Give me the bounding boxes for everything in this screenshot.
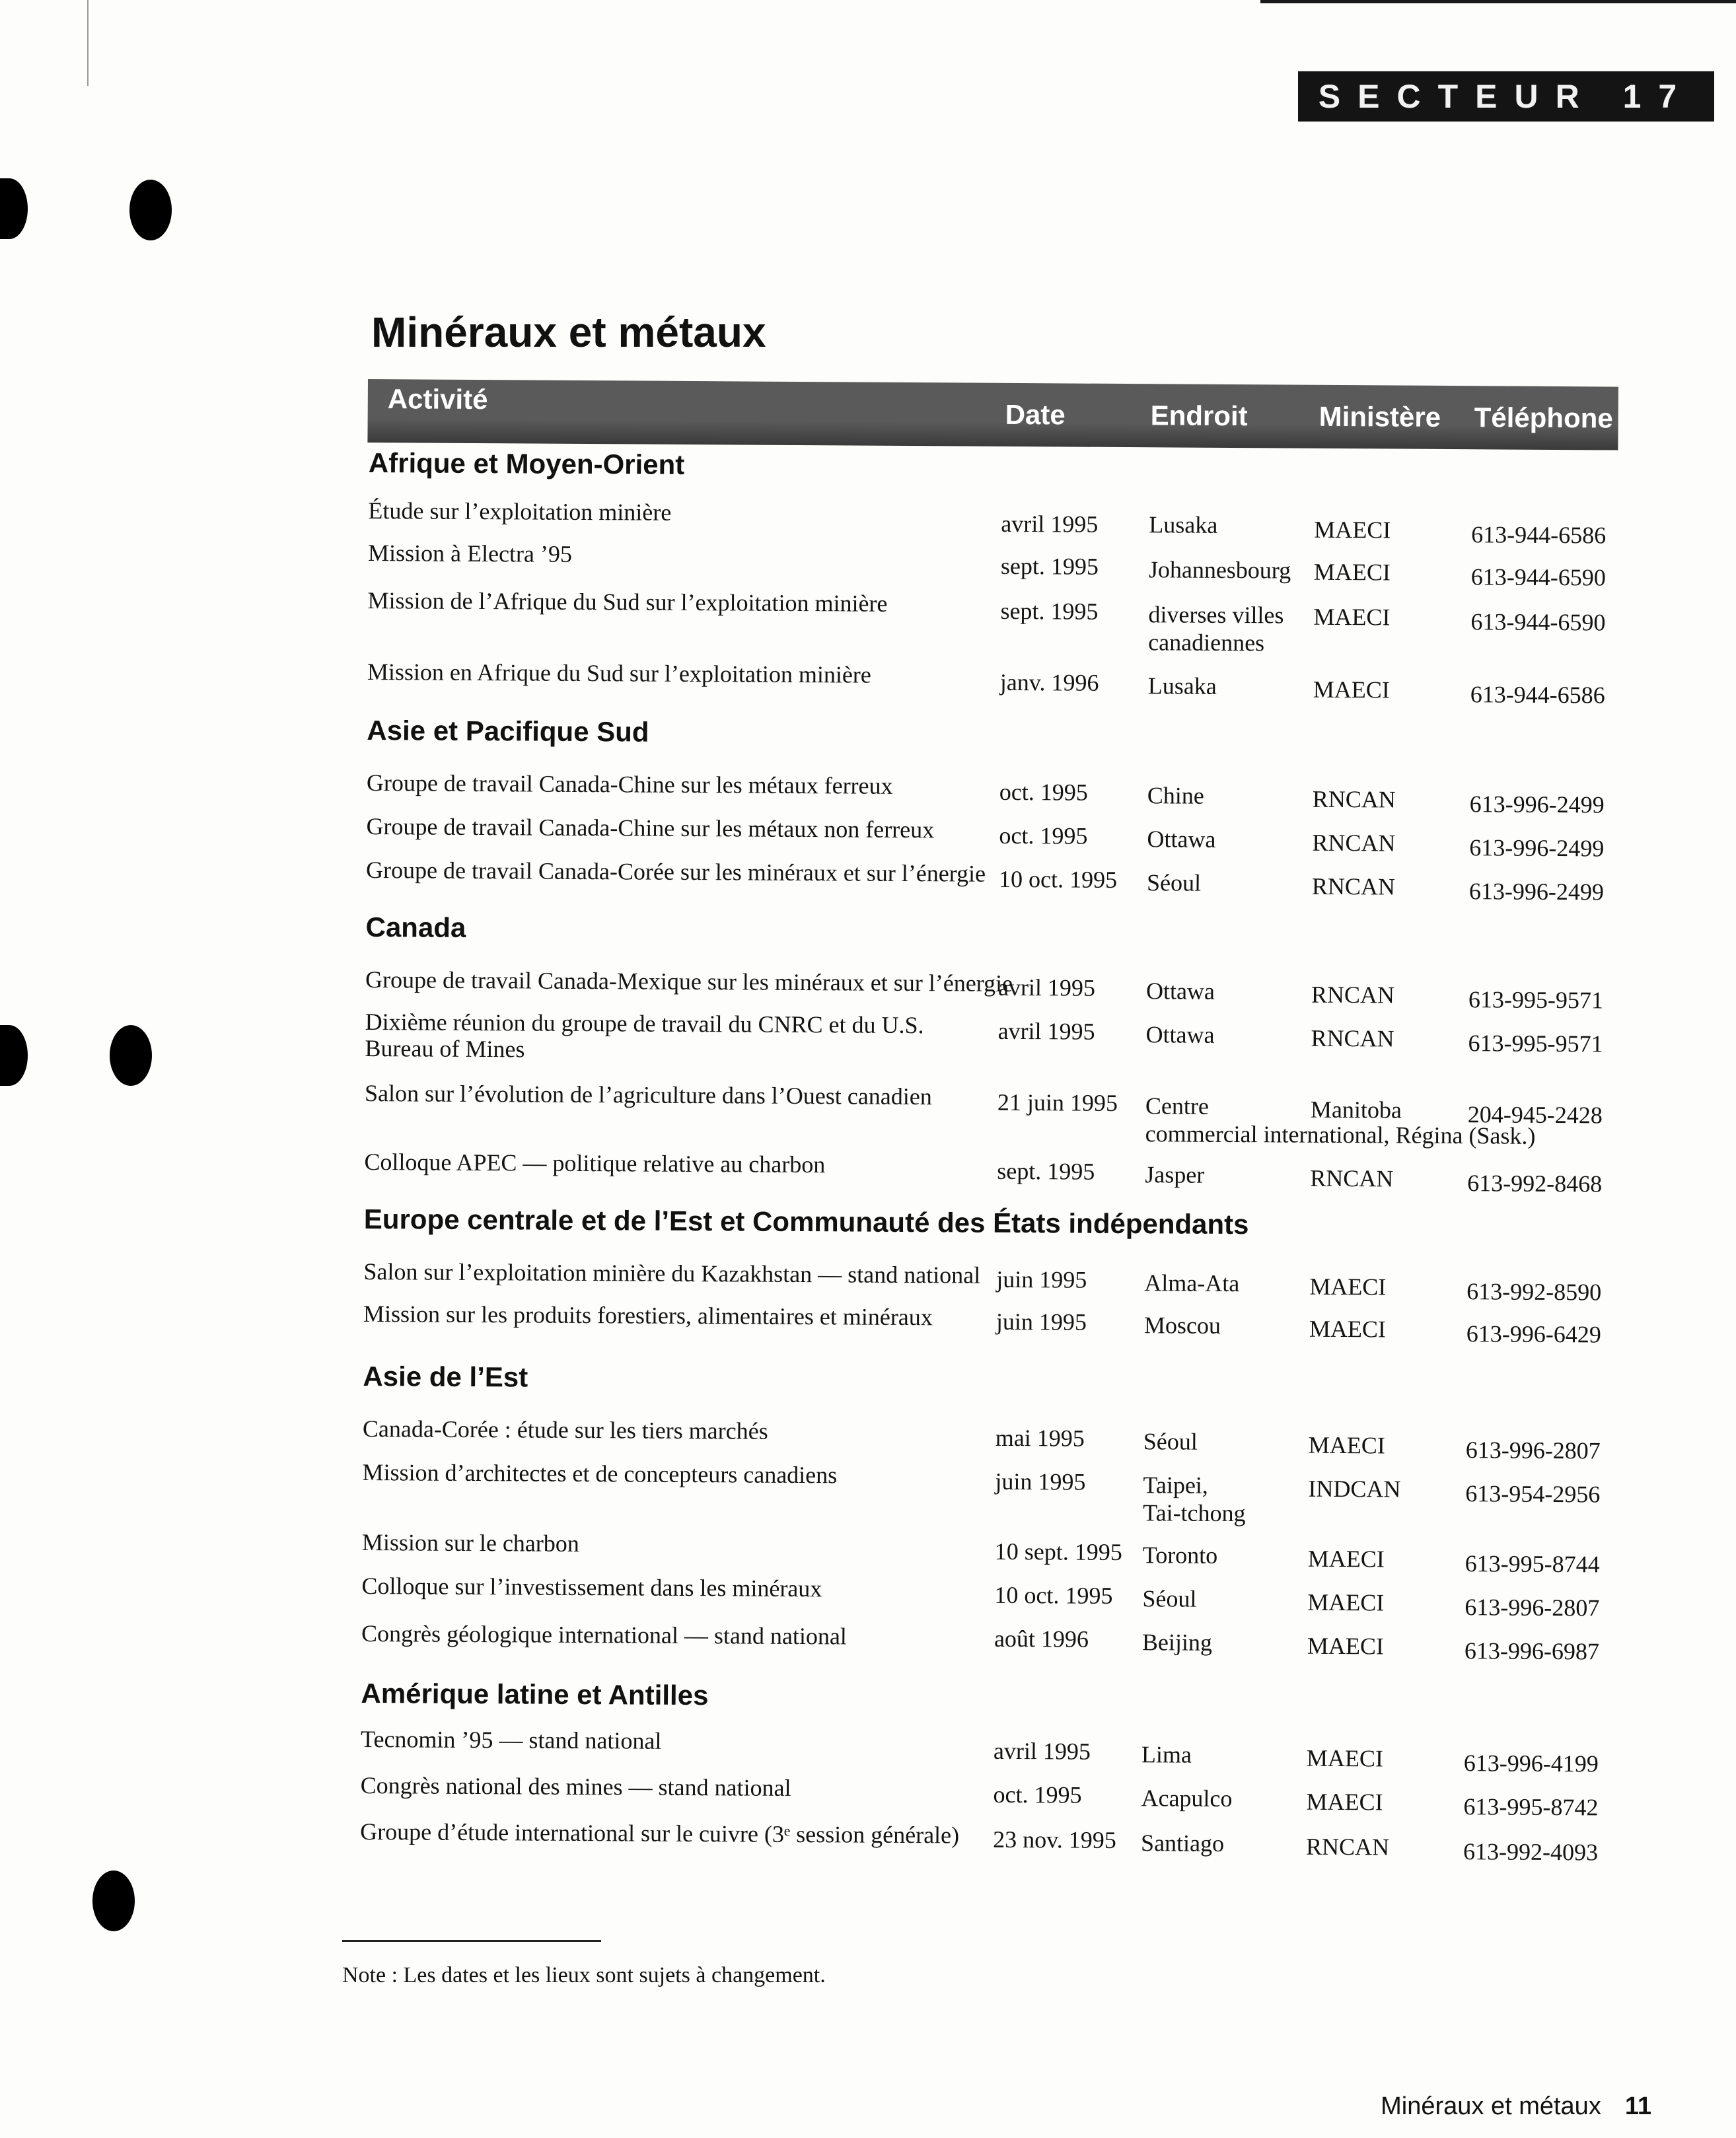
cell-activite: Groupe de travail Canada-Mexique sur les minéraux et sur l’énergie	[365, 966, 1013, 997]
cell-date: avril 1995	[993, 1737, 1091, 1765]
cell-date: avril 1995	[1001, 510, 1099, 538]
column-header-endroit: Endroit	[1150, 400, 1248, 432]
cell-ministere: MAECI	[1306, 1744, 1384, 1772]
cell-ministere: MAECI	[1307, 1632, 1385, 1660]
cell-ministere: MAECI	[1307, 1545, 1385, 1573]
cell-endroit: Lusaka	[1149, 511, 1218, 538]
cell-telephone: 613-995-8744	[1465, 1550, 1600, 1578]
cell-activite: Groupe de travail Canada-Chine sur les métaux ferreux	[366, 769, 893, 799]
cell-endroit: Moscou	[1143, 1312, 1221, 1339]
column-header-date: Date	[1005, 398, 1066, 431]
cell-ministere: RNCAN	[1305, 1833, 1390, 1861]
cell-activite: Congrès national des mines — stand national	[360, 1771, 791, 1801]
cell-date: oct. 1995	[999, 778, 1088, 806]
cell-ministere: MAECI	[1309, 1273, 1387, 1301]
section-heading: Amérique latine et Antilles	[361, 1677, 709, 1711]
cell-telephone: 613-944-6590	[1470, 608, 1606, 636]
cell-telephone: 613-944-6586	[1471, 521, 1607, 549]
cell-date: 10 oct. 1995	[994, 1581, 1113, 1609]
cell-activite: Mission sur les produits forestiers, alimentaires et minéraux	[363, 1300, 933, 1331]
cell-activite: Colloque sur l’investissement dans les minéraux	[361, 1572, 822, 1602]
cell-date: 23 nov. 1995	[993, 1826, 1116, 1853]
cell-activite: Groupe de travail Canada-Corée sur les minéraux et sur l’énergie	[365, 856, 986, 887]
cell-date: août 1996	[994, 1625, 1089, 1653]
cell-telephone: 613-944-6590	[1470, 563, 1606, 591]
cell-telephone: 613-996-2807	[1465, 1437, 1601, 1464]
cell-ministere: MAECI	[1313, 603, 1391, 631]
cell-activite: Mission en Afrique du Sud sur l’exploitation minière	[367, 659, 871, 688]
section-heading: Asie et Pacifique Sud	[367, 714, 649, 748]
cell-activite: Colloque APEC — politique relative au charbon	[364, 1148, 826, 1178]
cell-telephone: 613-996-6987	[1464, 1637, 1600, 1665]
cell-ministere: Manitoba	[1310, 1096, 1402, 1123]
cell-endroit: Séoul	[1146, 869, 1202, 896]
cell-date: avril 1995	[997, 1017, 1095, 1045]
cell-date: juin 1995	[995, 1308, 1087, 1336]
cell-date: juin 1995	[996, 1265, 1087, 1293]
footnote: Note : Les dates et les lieux sont sujets à changement.	[342, 1963, 826, 1987]
sector-label: SECTEUR 17	[1298, 71, 1714, 122]
cell-ministere: MAECI	[1306, 1788, 1383, 1816]
footer-section-name: Minéraux et métaux	[1381, 2092, 1601, 2120]
cell-endroit: Lima	[1141, 1741, 1192, 1768]
cell-telephone: 613-992-8468	[1467, 1170, 1603, 1197]
cell-ministere: RNCAN	[1310, 1164, 1394, 1192]
cell-activite: Groupe d’étude international sur le cuivre (3ᵉ session générale)	[360, 1818, 960, 1849]
cell-endroit-line2: commercial international, Régina (Sask.)	[1145, 1120, 1536, 1149]
page-footer	[1381, 2092, 1651, 2121]
cell-ministere: MAECI	[1307, 1588, 1385, 1616]
cell-activite: Mission d’architectes et de concepteurs canadiens	[362, 1458, 838, 1489]
cell-telephone: 613-996-2499	[1469, 791, 1605, 818]
cell-activite: Tecnomin ’95 — stand national	[360, 1725, 662, 1754]
cell-telephone: 613-996-4199	[1463, 1750, 1599, 1777]
cell-telephone: 613-944-6586	[1470, 681, 1605, 709]
column-header-activite: Activité	[387, 383, 488, 415]
cell-ministere: MAECI	[1313, 558, 1391, 586]
cell-activite: Dixième réunion du groupe de travail du CNRC et du U.S.	[365, 1008, 924, 1039]
cell-telephone: 613-996-2807	[1465, 1594, 1600, 1621]
cell-endroit-line2: Tai-tchong	[1143, 1499, 1246, 1527]
page-title: Minéraux et métaux	[371, 308, 766, 356]
cell-activite: Mission sur le charbon	[361, 1528, 579, 1557]
cell-endroit: diverses villes	[1148, 601, 1284, 629]
cell-activite: Groupe de travail Canada-Chine sur les métaux non ferreux	[366, 812, 935, 843]
cell-endroit: Centre	[1145, 1092, 1210, 1120]
section-heading: Europe centrale et de l’Est et Communauté des États indépendants	[363, 1203, 1249, 1240]
cell-date: mai 1995	[995, 1424, 1085, 1452]
cell-activite: Étude sur l’exploitation minière	[368, 497, 672, 526]
cell-endroit: Ottawa	[1147, 826, 1216, 853]
cell-activite: Congrès géologique international — stand national	[361, 1620, 847, 1650]
cell-telephone: 613-995-9571	[1468, 1030, 1603, 1057]
cell-ministere: RNCAN	[1312, 829, 1396, 857]
footnote-divider	[342, 1940, 601, 1942]
cell-endroit: Séoul	[1143, 1428, 1198, 1455]
cell-date: janv. 1996	[999, 668, 1099, 696]
cell-activite: Salon sur l’exploitation minière du Kazakhstan — stand national	[363, 1258, 981, 1289]
cell-activite: Mission de l’Afrique du Sud sur l’exploitation minière	[367, 587, 888, 617]
cell-ministere: RNCAN	[1311, 1024, 1394, 1052]
cell-endroit: Acapulco	[1141, 1785, 1233, 1812]
cell-telephone: 613-996-6429	[1466, 1320, 1601, 1348]
cell-endroit: Chine	[1147, 782, 1204, 809]
cell-activite: Canada-Corée : étude sur les tiers marchés	[362, 1415, 768, 1444]
cell-endroit-line2: canadiennes	[1148, 629, 1265, 657]
cell-ministere: RNCAN	[1312, 785, 1396, 813]
cell-ministere: MAECI	[1314, 516, 1391, 544]
cell-date: 10 oct. 1995	[998, 865, 1118, 893]
page-number: 11	[1624, 2092, 1651, 2120]
cell-telephone: 613-992-4093	[1463, 1838, 1599, 1866]
cell-date: oct. 1995	[999, 822, 1088, 849]
cell-ministere: RNCAN	[1311, 873, 1396, 900]
section-heading: Canada	[365, 911, 466, 943]
cell-endroit: Toronto	[1142, 1542, 1218, 1569]
top-edge-rule	[1260, 0, 1736, 3]
cell-telephone: 613-995-9571	[1468, 986, 1604, 1014]
cell-ministere: MAECI	[1313, 676, 1390, 703]
cell-date: 21 juin 1995	[997, 1088, 1118, 1116]
cell-date: sept. 1995	[1000, 552, 1099, 580]
cell-endroit: Ottawa	[1145, 1021, 1215, 1048]
cell-endroit: Séoul	[1142, 1585, 1197, 1612]
cell-telephone: 613-954-2956	[1465, 1480, 1601, 1508]
cell-ministere: RNCAN	[1311, 981, 1395, 1009]
column-header-ministere: Ministère	[1319, 400, 1441, 433]
cell-telephone: 613-992-8590	[1466, 1278, 1602, 1306]
cell-ministere: MAECI	[1309, 1315, 1387, 1343]
cell-telephone: 613-996-2499	[1468, 878, 1605, 906]
cell-ministere: MAECI	[1308, 1431, 1385, 1459]
cell-telephone: 204-945-2428	[1467, 1101, 1603, 1129]
cell-endroit: Taipei,	[1143, 1472, 1209, 1499]
cell-endroit: Jasper	[1145, 1161, 1205, 1188]
cell-telephone: 613-996-2499	[1469, 834, 1605, 862]
cell-endroit: Santiago	[1141, 1830, 1225, 1857]
cell-date: oct. 1995	[993, 1781, 1082, 1808]
cell-date: sept. 1995	[997, 1157, 1095, 1185]
section-heading: Afrique et Moyen-Orient	[368, 447, 685, 480]
cell-activite: Salon sur l’évolution de l’agriculture dans l’Ouest canadien	[364, 1079, 932, 1110]
cell-endroit: Alma-Ata	[1144, 1269, 1240, 1297]
cell-date: avril 1995	[997, 974, 1096, 1001]
cell-date: sept. 1995	[1000, 597, 1099, 625]
cell-telephone: 613-995-8742	[1463, 1793, 1599, 1821]
cell-activite-line2: Bureau of Mines	[365, 1034, 525, 1063]
cell-date: juin 1995	[995, 1468, 1086, 1495]
column-header-telephone: Téléphone	[1474, 402, 1613, 434]
cell-endroit: Ottawa	[1145, 978, 1215, 1005]
cell-ministere: INDCAN	[1308, 1475, 1401, 1503]
cell-endroit: Johannesbourg	[1148, 556, 1291, 584]
cell-endroit: Beijing	[1141, 1629, 1213, 1656]
section-heading: Asie de l’Est	[363, 1360, 528, 1393]
cell-date: 10 sept. 1995	[994, 1538, 1122, 1566]
cell-endroit: Lusaka	[1147, 672, 1217, 699]
cell-activite: Mission à Electra ’95	[367, 540, 573, 567]
